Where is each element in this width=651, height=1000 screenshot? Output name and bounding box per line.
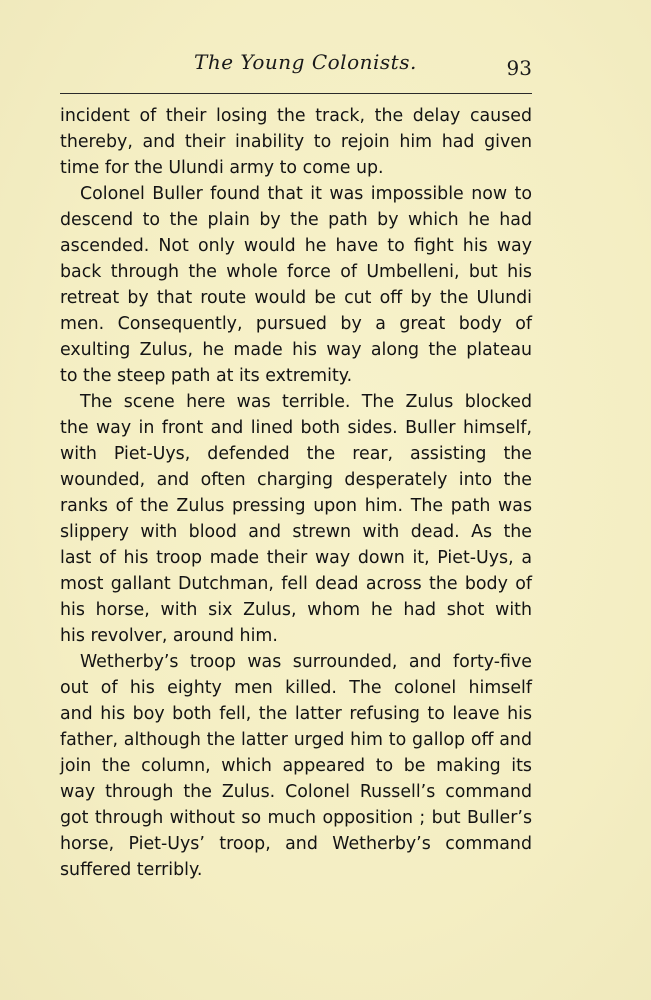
text-line: incident of their losing the track, the delay caused <box>60 106 532 126</box>
text-line: his horse, with six Zulus, whom he had shot with <box>60 600 532 620</box>
paragraph-first-line: Colonel Buller found that it was impossible now to <box>80 184 532 204</box>
text-line: horse, Piet-Uys’ troop, and Wetherby’s command <box>60 834 532 854</box>
text-line: ascended. Not only would he have to fight his way <box>60 236 532 256</box>
text-line: got through without so much opposition ; but Buller’s <box>60 808 532 828</box>
text-line: suffered terribly. <box>60 860 203 880</box>
text-line: way through the Zulus. Colonel Russell’s command <box>60 782 532 802</box>
text-line: and his boy both fell, the latter refusing to leave his <box>60 704 532 724</box>
paragraph-first-line: The scene here was terrible. The Zulus blocked <box>80 392 532 412</box>
text-line: the way in front and lined both sides. Buller himself, <box>60 418 532 438</box>
text-line: thereby, and their inability to rejoin him had given <box>60 132 532 152</box>
header-rule <box>60 93 532 94</box>
running-head <box>60 50 532 86</box>
text-line: to the steep path at its extremity. <box>60 366 353 386</box>
page-number: 93 <box>506 56 532 80</box>
text-line: exulting Zulus, he made his way along the plateau <box>60 340 532 360</box>
text-line: slippery with blood and strewn with dead. As the <box>60 522 532 542</box>
body-text <box>60 103 532 883</box>
text-line: men. Consequently, pursued by a great body of <box>60 314 532 334</box>
text-line: retreat by that route would be cut off by the Ulundi <box>60 288 532 308</box>
text-line: out of his eighty men killed. The colonel himself <box>60 678 532 698</box>
text-line: with Piet-Uys, defended the rear, assisting the <box>60 444 532 464</box>
text-line: wounded, and often charging desperately into the <box>60 470 532 490</box>
text-line: descend to the plain by the path by which he had <box>60 210 532 230</box>
text-line: his revolver, around him. <box>60 626 278 646</box>
text-line: most gallant Dutchman, fell dead across the body of <box>60 574 532 594</box>
text-line: back through the whole force of Umbelleni, but his <box>60 262 532 282</box>
paragraph-first-line: Wetherby’s troop was surrounded, and forty-five <box>80 652 532 672</box>
running-title: The Young Colonists. <box>194 50 417 74</box>
text-line: join the column, which appeared to be making its <box>60 756 532 776</box>
text-line: ranks of the Zulus pressing upon him. The path was <box>60 496 532 516</box>
text-line: time for the Ulundi army to come up. <box>60 158 384 178</box>
text-line: father, although the latter urged him to gallop off and <box>60 730 532 750</box>
text-line: last of his troop made their way down it, Piet-Uys, a <box>60 548 532 568</box>
